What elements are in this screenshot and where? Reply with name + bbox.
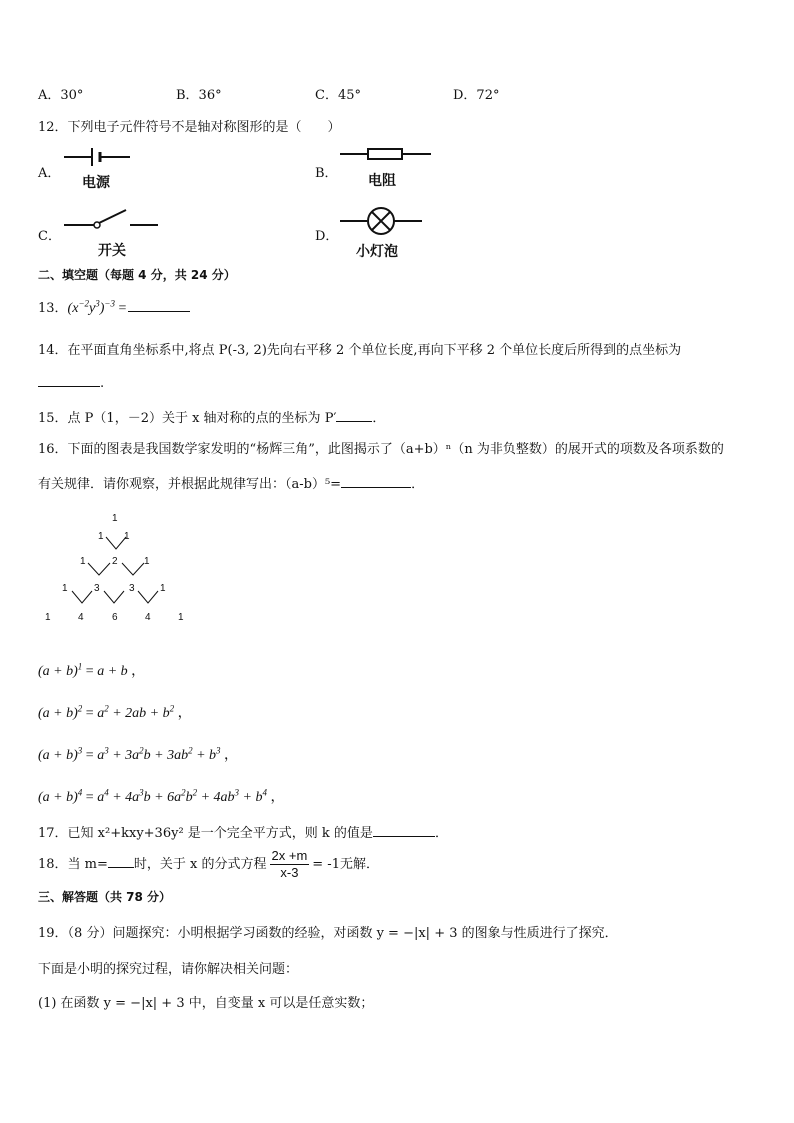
q16-line1: 16．下面的图表是我国数学家发明的“杨辉三角”，此图揭示了（a+b）ⁿ（n 为非负整数）的展开式的项数及各项系数的 xyxy=(38,442,724,457)
q13-answer-blank[interactable] xyxy=(128,299,190,312)
triangle-entry: 1 xyxy=(112,513,118,524)
q11-option-a: A．30° xyxy=(38,88,84,103)
triangle-entry: 1 xyxy=(62,583,68,594)
q17-end: ． xyxy=(434,826,448,841)
q12-option-c-letter: C． xyxy=(38,229,61,244)
triangle-entry: 4 xyxy=(78,612,84,623)
q18-suffix: = -1无解． xyxy=(312,857,379,872)
triangle-entry: 1 xyxy=(160,583,166,594)
q15 xyxy=(38,407,385,426)
q18-fraction-denominator: x-3 xyxy=(280,865,299,880)
q16-answer-blank[interactable] xyxy=(341,475,411,488)
q14-answer-blank[interactable] xyxy=(38,374,100,387)
triangle-entry: 2 xyxy=(112,556,118,567)
q12-option-b-label: 电阻 xyxy=(368,173,396,189)
expansion-1: $(a + b)^1 = a + b$ ， xyxy=(38,661,146,679)
pascal-triangle xyxy=(30,505,210,645)
section-3-heading: 三、解答题（共 78 分） xyxy=(38,890,172,904)
q18-answer-blank[interactable] xyxy=(108,855,134,868)
q17 xyxy=(38,822,448,841)
q18-fraction-numerator: 2x +m xyxy=(271,848,308,863)
triangle-entry: 1 xyxy=(144,556,150,567)
expansion-2: $(a + b)^2 = a^2 + 2ab + b^2$ ， xyxy=(38,703,192,721)
q18-fraction xyxy=(270,848,310,881)
switch-symbol-icon xyxy=(62,205,162,233)
section-2-heading: 二、填空题（每题 4 分，共 24 分） xyxy=(38,268,236,282)
resistor-symbol-icon xyxy=(338,144,433,164)
lamp-symbol-icon xyxy=(338,206,424,238)
q16-line2 xyxy=(38,473,424,492)
q17-answer-blank[interactable] xyxy=(373,824,435,837)
q12-option-d-label: 小灯泡 xyxy=(356,244,398,260)
q14-text: 14．在平面直角坐标系中,将点 P(-3, 2)先向右平移 2 个单位长度,再向下平移 2 个单位长度后所得到的点坐标为 xyxy=(38,343,682,358)
q11-option-d: D．72° xyxy=(453,88,500,103)
triangle-entry: 6 xyxy=(112,612,118,623)
q19-line2: 下面是小明的探究过程，请你解决相关问题： xyxy=(38,962,299,977)
q11-option-b: B．36° xyxy=(176,88,222,103)
q12-option-d-letter: D． xyxy=(315,229,339,244)
expansion-3: $(a + b)^3 = a^3 + 3a^2b + 3ab^2 + b^3$ ， xyxy=(38,745,239,763)
q16-line2-text: 有关规律．请你观察，并根据此规律写出：（a-b）⁵= xyxy=(38,477,342,492)
q18-middle: 时，关于 x 的分式方程 xyxy=(133,857,267,872)
q17-text: 17．已知 x²+kxy+36y² 是一个完全平方式，则 k 的值是 xyxy=(38,826,373,841)
q15-text: 15．点 P（1，－2）关于 x 轴对称的点的坐标为 P′ xyxy=(38,411,337,426)
expansion-4: $(a + b)^4 = a^4 + 4a^3b + 6a^2b^2 + 4ab^3 + b^4$ ， xyxy=(38,787,285,805)
triangle-entry: 3 xyxy=(129,583,135,594)
q12-option-b-letter: B． xyxy=(315,166,338,181)
triangle-connector-lines xyxy=(30,505,210,645)
triangle-entry: 4 xyxy=(145,612,151,623)
q12-option-a-label: 电源 xyxy=(82,175,110,191)
battery-symbol-icon xyxy=(62,146,132,168)
triangle-entry: 1 xyxy=(98,531,104,542)
q16-end: ． xyxy=(411,477,425,492)
q12-option-c-label: 开关 xyxy=(98,243,126,259)
q18-prefix: 18．当 m= xyxy=(38,857,108,872)
q15-answer-blank[interactable] xyxy=(336,409,372,422)
q11-option-c: C．45° xyxy=(315,88,361,103)
q13-expression: $(x^{-2}y^3)^{-3}$ = xyxy=(67,298,127,316)
triangle-entry: 3 xyxy=(94,583,100,594)
q13-number: 13． xyxy=(38,301,68,316)
q18 xyxy=(38,848,379,881)
triangle-entry: 1 xyxy=(178,612,184,623)
q19-line1: 19．（8 分）问题探究：小明根据学习函数的经验，对函数 y = −|x| + 3 的图象与性质进行了探究． xyxy=(38,926,618,941)
q12-stem: 12．下列电子元件符号不是轴对称图形的是（ ） xyxy=(38,120,341,135)
triangle-entry: 1 xyxy=(45,612,51,623)
q14-period: . xyxy=(100,376,105,391)
q19-line3: (1) 在函数 y = −|x| + 3 中，自变量 x 可以是任意实数； xyxy=(38,996,374,1011)
q12-option-a-letter: A． xyxy=(38,166,61,181)
triangle-entry: 1 xyxy=(80,556,86,567)
triangle-entry: 1 xyxy=(124,531,130,542)
q13 xyxy=(38,297,190,317)
q15-end: ． xyxy=(372,411,386,426)
